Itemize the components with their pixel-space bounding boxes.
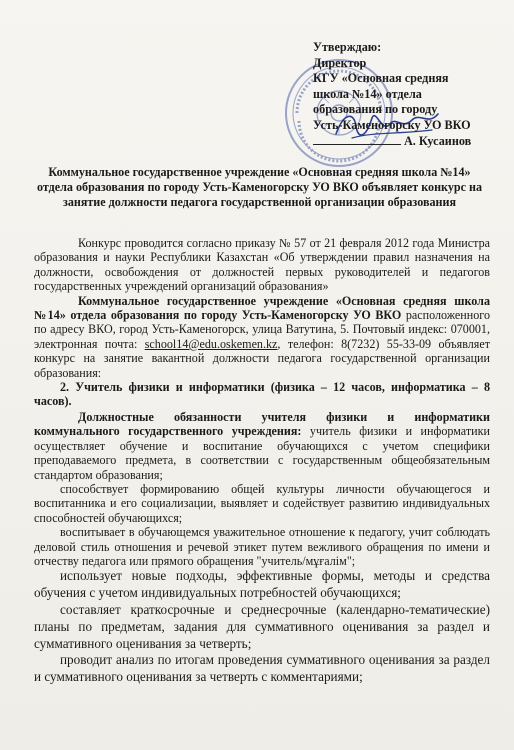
organization-name: Коммунальное государственное учреждение «Основная средняя школа №14» отдела образования по городу Усть-Каменогорску УО ВКО xyxy=(34,293,490,323)
approval-line: образования по городу xyxy=(313,102,438,117)
duty-item: воспитывает в обучающемся уважительное отношение к педагогу, учит соблюдать деловой стиль отношения и речевой этикет путем вежливого обращения по имени и отчеству педагога или прямого обращения "учитель/мұғалім"; xyxy=(34,525,490,568)
paragraph-announcement xyxy=(34,294,490,380)
duty-item: составляет краткосрочные и среднесрочные (календарно-тематические) планы по предметам, задания для суммативного оценивания за раздел и суммативного оценивания за четверть; xyxy=(34,601,490,651)
signature-line xyxy=(313,144,401,145)
duty-item: проводит анализ по итогам проведения суммативного оценивания за раздел и суммативного оценивания за четверть с комментариями; xyxy=(34,652,490,685)
approval-line: школа №14» отдела xyxy=(313,86,422,101)
approval-line: КГУ «Основная средняя xyxy=(313,71,449,86)
signer-name: А. Кусаинов xyxy=(404,133,472,148)
duties-intro: учитель физики и информатики осуществляет обучение и воспитание обучающихся с учетом специфики преподаваемого предмета, в соответствии с государственным общеобязательным стандартом образования; xyxy=(34,424,490,482)
organization-address: расположенного по адресу ВКО, город Усть-Каменогорск, улица Ватутина, 5. Почтовый индекс: 070001, электронная почта: xyxy=(34,308,490,351)
document-body xyxy=(34,236,490,686)
approval-line: Усть-Каменогорску УО ВКО xyxy=(313,117,471,132)
duty-item: способствует формированию общей культуры личности обучающегося и воспитанника и его социализации, выявляет и содействует развитию индивидуальных способностей обучающихся; xyxy=(34,481,490,525)
approval-line: Директор xyxy=(313,55,367,70)
approval-line: Утверждаю: xyxy=(313,40,382,54)
duties-heading: Должностные обязанности учителя физики и информатики коммунального государственного учреждения: xyxy=(34,409,490,439)
approval-block xyxy=(313,40,508,149)
paragraph-duties xyxy=(34,410,490,482)
vacancy-item: 2. Учитель физики и информатики (физика – 12 часов, информатика – 8 часов). xyxy=(34,380,490,409)
paragraph-basis: Конкурс проводится согласно приказу № 57 от 21 февраля 2012 года Министра образования и науки Республики Казахстан «Об утверждении правил назначения на должности, освобождения от должностей первых руководителей и педагогов государственных учреждений организаций образования» xyxy=(34,236,490,294)
organization-phone: , телефон: 8(7232) 55-33-09 объявляет конкурс на занятие вакантной должности педагога государственной организации образования: xyxy=(34,336,490,380)
email-link[interactable]: school14@edu.oskemen.kz xyxy=(144,336,278,351)
document-title: Коммунальное государственное учреждение «Основная средняя школа №14» отдела образования по городу Усть-Каменогорску УО ВКО объявляет конкурс на занятие должности педагога государственной организации образования xyxy=(36,165,483,210)
duty-item: использует новые подходы, эффективные формы, методы и средства обучения с учетом индивидуальных потребностей обучающихся; xyxy=(34,568,490,601)
approval-signer-row xyxy=(313,134,508,150)
